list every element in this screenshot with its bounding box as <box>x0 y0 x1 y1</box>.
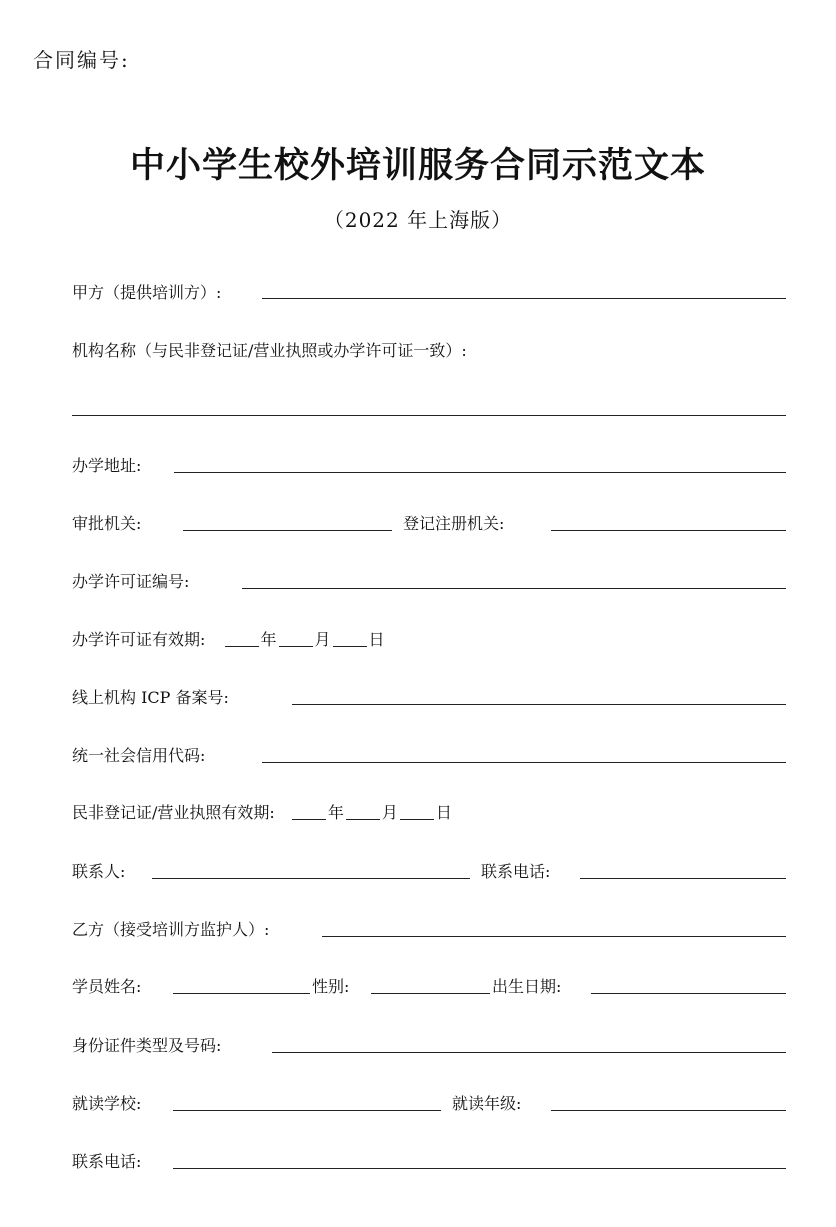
month-unit: 月 <box>314 630 331 649</box>
party-b-label: 乙方（接受培训方监护人）: <box>72 920 270 939</box>
license-validity-row <box>72 630 385 650</box>
license-number-field[interactable] <box>242 588 786 589</box>
party-b-field[interactable] <box>322 936 786 937</box>
gender-label: 性别: <box>312 977 350 996</box>
approval-authority-field[interactable] <box>183 530 392 531</box>
approval-authority-label: 审批机关: <box>72 514 142 533</box>
registration-validity-row <box>72 803 452 823</box>
registration-validity-label: 民非登记证/营业执照有效期: <box>72 803 275 822</box>
registration-month-field[interactable] <box>346 803 380 820</box>
birth-date-field[interactable] <box>591 993 786 994</box>
gender-field[interactable] <box>371 993 490 994</box>
license-year-field[interactable] <box>225 630 259 647</box>
contact-phone-field[interactable] <box>580 878 786 879</box>
year-unit: 年 <box>260 630 277 649</box>
grade-label: 就读年级: <box>452 1094 522 1113</box>
student-name-label: 学员姓名: <box>72 977 142 996</box>
student-phone-field[interactable] <box>173 1168 786 1169</box>
license-day-field[interactable] <box>333 630 367 647</box>
contact-person-label: 联系人: <box>72 862 126 881</box>
contact-person-field[interactable] <box>152 878 470 879</box>
address-field[interactable] <box>174 472 786 473</box>
org-name-field[interactable] <box>72 415 786 416</box>
license-month-field[interactable] <box>279 630 313 647</box>
contact-phone-label: 联系电话: <box>481 862 551 881</box>
registration-authority-field[interactable] <box>551 530 786 531</box>
day-unit: 日 <box>368 630 385 649</box>
party-a-field[interactable] <box>262 298 786 299</box>
license-number-label: 办学许可证编号: <box>72 572 190 591</box>
party-a-label: 甲方（提供培训方）: <box>72 283 222 302</box>
id-type-number-field[interactable] <box>272 1052 786 1053</box>
month-unit: 月 <box>381 803 398 822</box>
birth-date-label: 出生日期: <box>492 977 562 996</box>
registration-year-field[interactable] <box>292 803 326 820</box>
day-unit: 日 <box>435 803 452 822</box>
credit-code-label: 统一社会信用代码: <box>72 746 206 765</box>
org-name-label: 机构名称（与民非登记证/营业执照或办学许可证一致）: <box>72 341 467 360</box>
icp-label: 线上机构 ICP 备案号: <box>72 688 229 707</box>
contract-number-label: 合同编号: <box>33 48 130 72</box>
registration-authority-label: 登记注册机关: <box>403 514 505 533</box>
registration-day-field[interactable] <box>400 803 434 820</box>
icp-field[interactable] <box>292 704 786 705</box>
license-validity-label: 办学许可证有效期: <box>72 630 206 649</box>
address-label: 办学地址: <box>72 456 142 475</box>
school-label: 就读学校: <box>72 1094 142 1113</box>
document-subtitle: （2022 年上海版） <box>323 208 513 232</box>
grade-field[interactable] <box>551 1110 786 1111</box>
id-type-number-label: 身份证件类型及号码: <box>72 1036 222 1055</box>
document-title: 中小学生校外培训服务合同示范文本 <box>129 145 706 186</box>
school-field[interactable] <box>173 1110 441 1111</box>
student-phone-label: 联系电话: <box>72 1152 142 1171</box>
credit-code-field[interactable] <box>262 762 786 763</box>
student-name-field[interactable] <box>173 993 310 994</box>
year-unit: 年 <box>327 803 344 822</box>
